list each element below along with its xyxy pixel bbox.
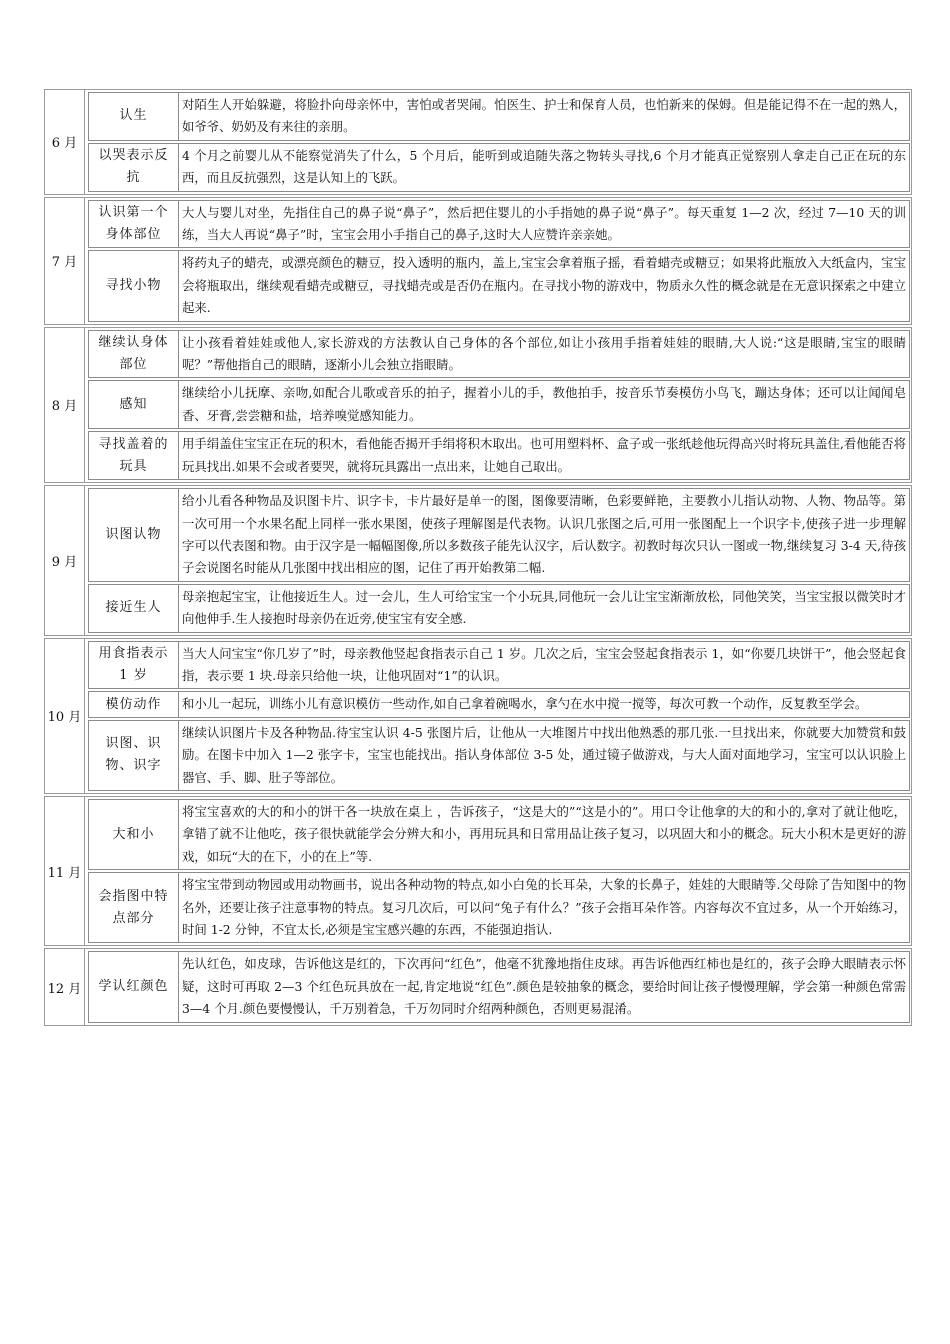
description-cell: 对陌生人开始躲避，将脸扑向母亲怀中，害怕或者哭闹。怕医生、护士和保育人员，也怕新来的保姆。但是能记得不在一起的熟人，如爷爷、奶奶及有来往的亲朋。 [182,97,906,135]
description-cell: 大人与婴儿对坐，先指住自己的鼻子说“鼻子”，然后把住婴儿的小手指她的鼻子说“鼻子”。每天重复 1—2 次，经过 7—10 天的训练，当大人再说“鼻子”时，宝宝会用小手指自己的鼻子,这时大人应赞许亲亲她。 [182,204,906,243]
month-rows [85,486,911,634]
table-row [88,330,910,379]
description-cell: 将宝宝带到动物园或用动物画书，说出各种动物的特点,如小白兔的长耳朵，大象的长鼻子，娃娃的大眼睛等.父母除了告知图中的物名外，还要让孩子注意事物的特点。复习几次后，可以问“兔子有什么？”孩子会指耳朵作答。内容每次不宜过多，从一个开始练习，时间 1-2 分钟，不宜太长,必须是宝宝感兴趣的东西，不能强迫指认. [182,877,906,937]
topic-cell: 继续认身体部位 [89,331,179,378]
development-table [44,89,912,1028]
month-rows [85,328,911,482]
topic-cell: 认识第一个身体部位 [89,201,179,248]
month-rows [85,639,911,793]
description-cell: 给小儿看各种物品及识图卡片、识字卡，卡片最好是单一的图，图像要清晰，色彩要鲜艳，主要教小儿指认动物、人物、物品等。第一次可用一个水果名配上同样一张水果图，使孩子理解图是代表物。认识几张图之后,可用一张图配上一个识字卡,使孩子进一步理解字可以代表图和物。由于汉字是一幅幅图像,所以多数孩子能先认汉字，后认数字。初教时每次只认一图或一物,继续复习 3-4 天,待孩子会说图名时能从几张图中找出相应的图，记住了再开始教第二幅. [182,493,906,576]
month-rows [85,90,911,194]
description-cell: 4 个月之前婴儿从不能察觉消失了什么，5 个月后，能听到或追随失落之物转头寻找,6 个月才能真正觉察别人拿走自己正在玩的东西，而且反抗强烈，这是认知上的飞跃。 [182,147,906,186]
month-label: 8 月 [45,328,85,482]
month-rows [85,198,911,324]
topic-cell: 会指图中特点部分 [89,873,179,942]
description-cell: 先认红色，如皮球，告诉他这是红的，下次再问“红色”，他毫不犹豫地指住皮球。再告诉他西红柿也是红的，孩子会睁大眼睛表示怀疑，这时可再取 2—3 个红色玩具放在一起,肯定地说“红色”.颜色是较抽象的概念，要给时间让孩子慢慢理解，学会第一种颜色常需 3—4 个月.颜色要慢慢认，千万别着急，千万勿同时介绍两种颜色，否则更易混淆。 [182,956,906,1017]
table-row [88,951,910,1022]
month-label: 9 月 [45,486,85,634]
month-block [44,796,912,946]
topic-cell: 学认红颜色 [89,952,179,1021]
month-rows [85,949,911,1024]
table-row [88,143,910,192]
topic-cell: 识图认物 [89,489,179,581]
table-row [88,584,910,633]
month-label: 12 月 [45,949,85,1024]
description-cell: 继续认识图片卡及各种物品.待宝宝认识 4-5 张图片后，让他从一大堆图片中找出他熟悉的那几张.一旦找出来，你就要大加赞赏和鼓励。在图卡中加入 1—2 张字卡，宝宝也能找出。指认身体部位 3-5 处，通过镜子做游戏，与大人面对面地学习，宝宝可以认识脸上器官、手、脚、肚子等部位。 [182,724,906,785]
description-cell: 当大人问宝宝“你几岁了”时，母亲教他竖起食指表示自己 1 岁。几次之后，宝宝会竖起食指表示 1，如“你要几块饼干”，他会竖起食指，表示要 1 块.母亲只给他一块，让他巩固对“1”的认识。 [182,645,906,683]
month-label: 10 月 [45,639,85,793]
table-row [88,92,910,141]
description-cell: 继续给小儿抚摩、亲吻,如配合儿歌或音乐的拍子，握着小儿的手，教他拍手，按音乐节奏模仿小鸟飞，蹦达身体；还可以让闻闻皂香、牙膏,尝尝糖和盐，培养嗅觉感知能力。 [182,385,906,423]
topic-cell: 模仿动作 [89,692,179,716]
topic-cell: 接近生人 [89,585,179,632]
description-cell: 让小孩看着娃娃或他人,家长游戏的方法教认自己身体的各个部位,如让小孩用手指着娃娃的眼睛,大人说:“这是眼睛,宝宝的眼睛呢？”帮他指自己的眼睛，逐渐小儿会独立指眼睛。 [182,334,906,373]
month-block [44,948,912,1025]
month-rows [85,797,911,945]
table-row [88,872,910,943]
description-cell: 用手绢盖住宝宝正在玩的积木，看他能否揭开手绢将积木取出。也可用塑料杯、盒子或一张纸趁他玩得高兴时将玩具盖住,看他能否将玩具找出.如果不会或者要哭，就将玩具露出一点出来，让她自己取出。 [182,436,906,474]
table-row [88,380,910,429]
topic-cell: 以哭表示反抗 [89,144,179,191]
month-label: 11 月 [45,797,85,945]
table-row [88,641,910,690]
table-row [88,200,910,249]
topic-cell: 寻找小物 [89,251,179,320]
description-cell: 母亲抱起宝宝，让他接近生人。过一会儿，生人可给宝宝一个小玩具,同他玩一会儿让宝宝渐渐放松，同他笑笑，当宝宝报以微笑时才向他伸手.生人接抱时母亲仍在近旁,使宝宝有安全感. [182,588,906,627]
table-row [88,250,910,321]
month-label: 6 月 [45,90,85,194]
table-row [88,431,910,480]
description-cell: 和小儿一起玩，训练小儿有意识模仿一些动作,如自己拿着碗喝水，拿勺在水中搅一搅等，每次可教一个动作，反复教至学会。 [182,696,868,712]
topic-cell: 用食指表示 1 岁 [89,642,179,689]
table-row [88,720,910,791]
description-cell: 将药丸子的蜡壳，或漂亮颜色的糖豆，投入透明的瓶内，盖上,宝宝会拿着瓶子摇，看着蜡壳或糖豆；如果将此瓶放入大纸盒内，宝宝会将瓶取出，继续观看蜡壳或糖豆，寻找蜡壳或是否仍在瓶内。在寻找小物的游戏中，物质永久性的概念就是在无意识探索之中建立起来. [182,255,906,316]
month-block [44,638,912,794]
table-row [88,488,910,582]
table-row [88,799,910,870]
month-block [44,197,912,325]
topic-cell: 识图、识物、识字 [89,721,179,790]
topic-cell: 认生 [89,93,179,140]
topic-cell: 感知 [89,381,179,428]
month-block [44,485,912,635]
month-block [44,327,912,483]
topic-cell: 寻找盖着的玩具 [89,432,179,479]
month-block [44,89,912,195]
topic-cell: 大和小 [89,800,179,869]
month-label: 7 月 [45,198,85,324]
description-cell: 将宝宝喜欢的大的和小的饼干各一块放在桌上 ，告诉孩子，“这是大的”“这是小的”。用口令让他拿的大的和小的,拿对了就让他吃，拿错了就不让他吃，孩子很快就能学会分辨大和小，再用玩具和日常用品让孩子复习，以巩固大和小的概念。玩大小积木是更好的游戏，如玩“大的在下，小的在上”等. [182,803,906,864]
table-row [88,691,910,717]
